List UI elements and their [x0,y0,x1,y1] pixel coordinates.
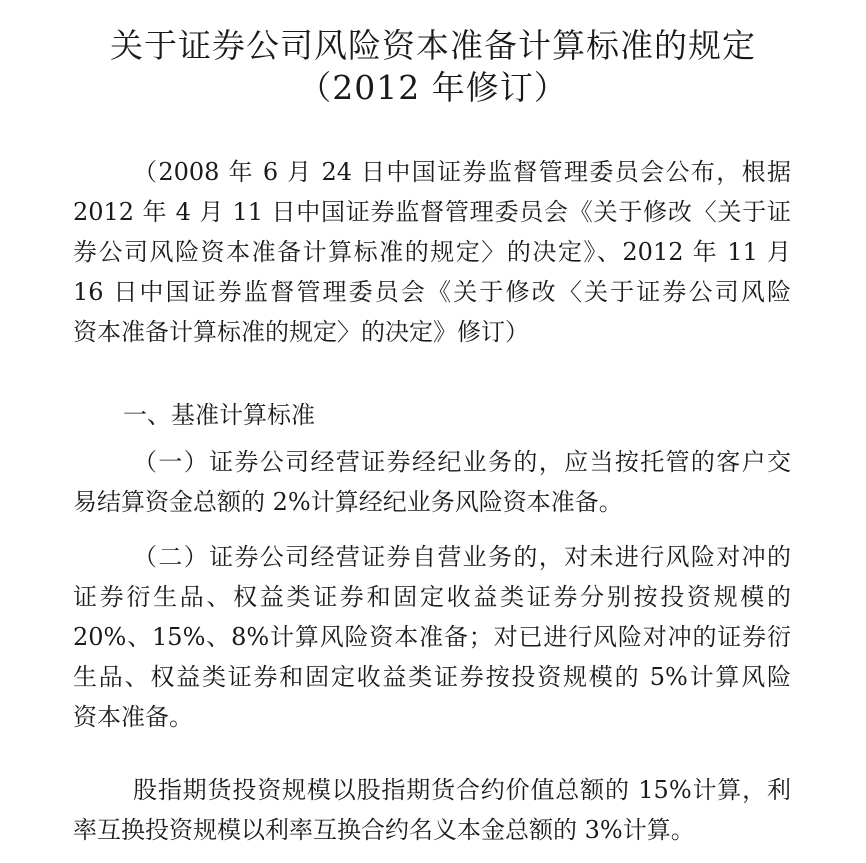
section-heading: 一、基准计算标准 [123,401,315,429]
preamble-line: 券公司风险资本准备计算标准的规定〉的决定》、2012 年 11 月 [73,238,791,266]
preamble-line: 资本准备计算标准的规定〉的决定》修订） [73,318,529,346]
item-2-line: （二）证券公司经营证券自营业务的，对未进行风险对冲的 [133,543,791,571]
section-heading-wrap [73,395,791,435]
preamble-line: （2008 年 6 月 24 日中国证券监督管理委员会公布，根据 [133,158,791,186]
preamble-line: 16 日中国证券监督管理委员会《关于修改〈关于证券公司风险 [73,278,791,306]
item-1 [73,442,791,522]
item-2 [73,537,791,737]
paragraph-line: 率互换投资规模以利率互换合约名义本金总额的 3%计算。 [73,816,695,844]
item-1-line: （一）证券公司经营证券经纪业务的，应当按托管的客户交 [133,448,791,476]
item-1-line: 易结算资金总额的 2%计算经纪业务风险资本准备。 [73,488,623,516]
paragraph-futures [73,770,791,850]
item-2-line: 证券衍生品、权益类证券和固定收益类证券分别按投资规模的 [73,583,791,611]
document-subtitle: （2012 年修订） [298,68,568,107]
paragraph-line: 股指期货投资规模以股指期货合约价值总额的 15%计算，利 [133,776,791,804]
preamble [73,152,791,352]
item-2-line: 20%、15%、8%计算风险资本准备；对已进行风险对冲的证券衍 [73,623,791,651]
item-2-line: 生品、权益类证券和固定收益类证券按投资规模的 5%计算风险 [73,663,791,691]
preamble-line: 2012 年 4 月 11 日中国证券监督管理委员会《关于修改〈关于证 [73,198,791,226]
document-title: 关于证券公司风险资本准备计算标准的规定 [110,26,756,65]
item-2-line: 资本准备。 [73,703,193,731]
